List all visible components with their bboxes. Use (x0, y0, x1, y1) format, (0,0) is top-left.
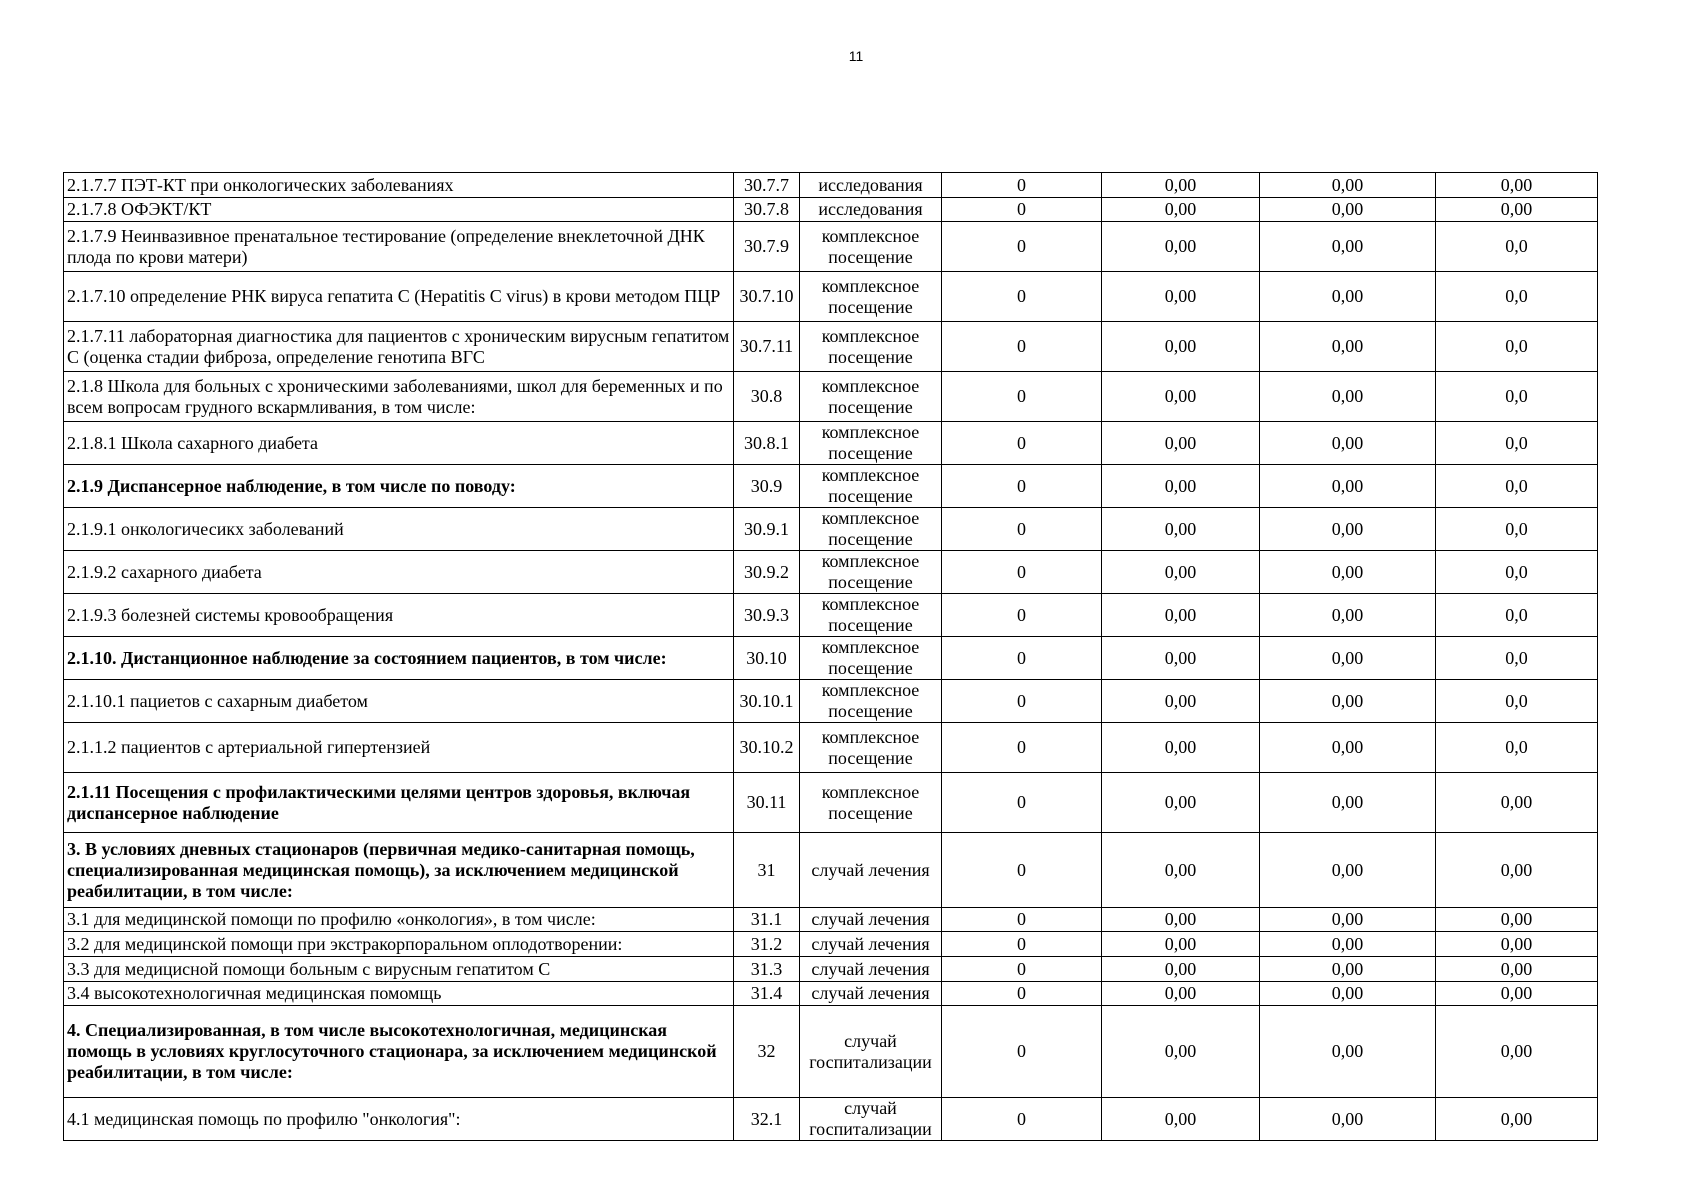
row-value-3-cell: 0,00 (1260, 637, 1436, 680)
row-value-4-cell: 0,0 (1436, 594, 1598, 637)
row-name-cell: 3. В условиях дневных стационаров (первичная медико-санитарная помощь, специализированная медицинская помощь), за исключением медицинской реабилитации, в том числе: (64, 833, 734, 908)
row-code-cell: 30.9.2 (734, 551, 800, 594)
row-name-cell: 3.1 для медицинской помощи по профилю «онкология», в том числе: (64, 908, 734, 932)
row-value-4-cell: 0,00 (1436, 932, 1598, 957)
row-value-1-cell: 0 (942, 322, 1102, 372)
row-name-cell: 2.1.10. Дистанционное наблюдение за состоянием пациентов, в том числе: (64, 637, 734, 680)
table-row (64, 680, 1598, 723)
row-unit-cell: случай лечения (800, 982, 942, 1006)
row-code-cell: 30.9.3 (734, 594, 800, 637)
row-value-1-cell: 0 (942, 932, 1102, 957)
row-value-1-cell: 0 (942, 594, 1102, 637)
row-name-cell: 2.1.9 Диспансерное наблюдение, в том числе по поводу: (64, 465, 734, 508)
row-code-cell: 32 (734, 1006, 800, 1098)
row-code-cell: 31.4 (734, 982, 800, 1006)
row-value-1-cell: 0 (942, 465, 1102, 508)
row-name-cell: 2.1.1.2 пациентов с артериальной гипертензией (64, 723, 734, 773)
row-value-3-cell: 0,00 (1260, 680, 1436, 723)
row-value-4-cell: 0,00 (1436, 773, 1598, 833)
row-value-2-cell: 0,00 (1102, 637, 1260, 680)
table-row (64, 1098, 1598, 1141)
row-unit-cell: комплексное посещение (800, 222, 942, 272)
row-value-3-cell: 0,00 (1260, 833, 1436, 908)
row-unit-cell: случай лечения (800, 957, 942, 982)
row-code-cell: 30.10.1 (734, 680, 800, 723)
row-unit-cell: комплексное посещение (800, 773, 942, 833)
row-value-2-cell: 0,00 (1102, 833, 1260, 908)
row-value-1-cell: 0 (942, 833, 1102, 908)
row-value-1-cell: 0 (942, 422, 1102, 465)
row-value-3-cell: 0,00 (1260, 908, 1436, 932)
row-value-3-cell: 0,00 (1260, 594, 1436, 637)
row-code-cell: 30.10.2 (734, 723, 800, 773)
row-unit-cell: случай госпитализации (800, 1006, 942, 1098)
row-value-4-cell: 0,00 (1436, 198, 1598, 222)
row-code-cell: 31.3 (734, 957, 800, 982)
row-value-2-cell: 0,00 (1102, 723, 1260, 773)
row-name-cell: 4.1 медицинская помощь по профилю "онкология": (64, 1098, 734, 1141)
row-value-4-cell: 0,0 (1436, 322, 1598, 372)
row-unit-cell: комплексное посещение (800, 322, 942, 372)
row-value-3-cell: 0,00 (1260, 222, 1436, 272)
row-value-1-cell: 0 (942, 680, 1102, 723)
row-value-3-cell: 0,00 (1260, 1006, 1436, 1098)
table-row (64, 272, 1598, 322)
row-value-3-cell: 0,00 (1260, 465, 1436, 508)
row-value-1-cell: 0 (942, 908, 1102, 932)
row-value-1-cell: 0 (942, 372, 1102, 422)
row-code-cell: 30.10 (734, 637, 800, 680)
row-unit-cell: случай лечения (800, 833, 942, 908)
row-name-cell: 2.1.9.1 онкологичесикх заболеваний (64, 508, 734, 551)
row-code-cell: 31.1 (734, 908, 800, 932)
row-value-4-cell: 0,00 (1436, 1006, 1598, 1098)
row-value-4-cell: 0,00 (1436, 957, 1598, 982)
row-value-4-cell: 0,00 (1436, 908, 1598, 932)
row-value-1-cell: 0 (942, 637, 1102, 680)
row-value-1-cell: 0 (942, 957, 1102, 982)
row-value-2-cell: 0,00 (1102, 173, 1260, 198)
row-unit-cell: случай лечения (800, 908, 942, 932)
table-row (64, 594, 1598, 637)
row-value-2-cell: 0,00 (1102, 272, 1260, 322)
row-name-cell: 2.1.7.7 ПЭТ-КТ при онкологических заболеваниях (64, 173, 734, 198)
row-unit-cell: комплексное посещение (800, 508, 942, 551)
row-value-4-cell: 0,0 (1436, 222, 1598, 272)
row-unit-cell: комплексное посещение (800, 723, 942, 773)
row-value-4-cell: 0,0 (1436, 508, 1598, 551)
row-value-1-cell: 0 (942, 982, 1102, 1006)
row-unit-cell: комплексное посещение (800, 680, 942, 723)
row-value-1-cell: 0 (942, 723, 1102, 773)
row-value-3-cell: 0,00 (1260, 551, 1436, 594)
row-value-2-cell: 0,00 (1102, 957, 1260, 982)
row-value-2-cell: 0,00 (1102, 551, 1260, 594)
row-unit-cell: комплексное посещение (800, 372, 942, 422)
row-value-2-cell: 0,00 (1102, 322, 1260, 372)
row-value-1-cell: 0 (942, 508, 1102, 551)
row-value-1-cell: 0 (942, 551, 1102, 594)
table-row (64, 222, 1598, 272)
row-unit-cell: случай лечения (800, 932, 942, 957)
row-value-2-cell: 0,00 (1102, 1098, 1260, 1141)
row-name-cell: 2.1.9.3 болезней системы кровообращения (64, 594, 734, 637)
row-value-3-cell: 0,00 (1260, 982, 1436, 1006)
table-row (64, 932, 1598, 957)
row-unit-cell: исследования (800, 173, 942, 198)
table-row (64, 173, 1598, 198)
row-code-cell: 30.7.7 (734, 173, 800, 198)
row-name-cell: 2.1.11 Посещения с профилактическими целями центров здоровья, включая диспансерное наблюдение (64, 773, 734, 833)
row-value-2-cell: 0,00 (1102, 932, 1260, 957)
row-value-3-cell: 0,00 (1260, 198, 1436, 222)
row-code-cell: 30.9 (734, 465, 800, 508)
row-value-3-cell: 0,00 (1260, 1098, 1436, 1141)
row-name-cell: 3.3 для медицисной помощи больным с вирусным гепатитом С (64, 957, 734, 982)
row-value-3-cell: 0,00 (1260, 422, 1436, 465)
row-unit-cell: комплексное посещение (800, 551, 942, 594)
row-name-cell: 2.1.7.11 лабораторная диагностика для пациентов с хроническим вирусным гепатитом С (оценка стадии фиброза, определение генотипа ВГС (64, 322, 734, 372)
row-unit-cell: исследования (800, 198, 942, 222)
table-row (64, 1006, 1598, 1098)
page-number: 11 (848, 48, 864, 64)
row-value-3-cell: 0,00 (1260, 173, 1436, 198)
row-value-4-cell: 0,00 (1436, 982, 1598, 1006)
row-code-cell: 30.11 (734, 773, 800, 833)
table-row (64, 198, 1598, 222)
row-unit-cell: комплексное посещение (800, 422, 942, 465)
data-table (63, 172, 1598, 1141)
row-value-3-cell: 0,00 (1260, 723, 1436, 773)
row-code-cell: 30.7.8 (734, 198, 800, 222)
row-unit-cell: комплексное посещение (800, 465, 942, 508)
row-name-cell: 2.1.7.10 определение РНК вируса гепатита С (Hepatitis C virus) в крови методом ПЦР (64, 272, 734, 322)
row-value-1-cell: 0 (942, 198, 1102, 222)
row-name-cell: 2.1.8.1 Школа сахарного диабета (64, 422, 734, 465)
table-row (64, 723, 1598, 773)
table-row (64, 508, 1598, 551)
row-unit-cell: комплексное посещение (800, 637, 942, 680)
row-value-2-cell: 0,00 (1102, 372, 1260, 422)
row-value-3-cell: 0,00 (1260, 932, 1436, 957)
row-name-cell: 2.1.10.1 пациетов с сахарным диабетом (64, 680, 734, 723)
row-value-2-cell: 0,00 (1102, 680, 1260, 723)
row-name-cell: 2.1.8 Школа для больных с хроническими заболеваниями, школ для беременных и по всем вопросам грудного вскармливания, в том числе: (64, 372, 734, 422)
row-value-1-cell: 0 (942, 1098, 1102, 1141)
table-row (64, 465, 1598, 508)
row-value-2-cell: 0,00 (1102, 222, 1260, 272)
row-value-2-cell: 0,00 (1102, 982, 1260, 1006)
row-name-cell: 2.1.7.8 ОФЭКТ/КТ (64, 198, 734, 222)
row-value-1-cell: 0 (942, 1006, 1102, 1098)
row-unit-cell: комплексное посещение (800, 594, 942, 637)
row-value-2-cell: 0,00 (1102, 508, 1260, 551)
row-value-1-cell: 0 (942, 222, 1102, 272)
table-body (64, 173, 1598, 1141)
table-row (64, 908, 1598, 932)
row-value-4-cell: 0,00 (1436, 173, 1598, 198)
row-value-2-cell: 0,00 (1102, 465, 1260, 508)
table-row (64, 322, 1598, 372)
row-value-4-cell: 0,0 (1436, 723, 1598, 773)
row-value-3-cell: 0,00 (1260, 508, 1436, 551)
row-value-4-cell: 0,0 (1436, 465, 1598, 508)
row-unit-cell: случай госпитализации (800, 1098, 942, 1141)
table-row (64, 957, 1598, 982)
row-value-2-cell: 0,00 (1102, 422, 1260, 465)
row-value-4-cell: 0,0 (1436, 680, 1598, 723)
row-value-3-cell: 0,00 (1260, 272, 1436, 322)
row-value-3-cell: 0,00 (1260, 322, 1436, 372)
row-value-1-cell: 0 (942, 173, 1102, 198)
row-value-2-cell: 0,00 (1102, 773, 1260, 833)
row-value-1-cell: 0 (942, 272, 1102, 322)
row-name-cell: 2.1.9.2 сахарного диабета (64, 551, 734, 594)
row-value-2-cell: 0,00 (1102, 1006, 1260, 1098)
row-code-cell: 30.7.9 (734, 222, 800, 272)
row-code-cell: 30.7.11 (734, 322, 800, 372)
row-code-cell: 30.7.10 (734, 272, 800, 322)
row-code-cell: 30.8.1 (734, 422, 800, 465)
row-name-cell: 3.2 для медицинской помощи при экстракорпоральном оплодотворении: (64, 932, 734, 957)
table-row (64, 637, 1598, 680)
row-value-4-cell: 0,00 (1436, 1098, 1598, 1141)
table-row (64, 551, 1598, 594)
row-value-4-cell: 0,0 (1436, 551, 1598, 594)
row-value-4-cell: 0,0 (1436, 272, 1598, 322)
row-value-3-cell: 0,00 (1260, 957, 1436, 982)
row-unit-cell: комплексное посещение (800, 272, 942, 322)
row-value-4-cell: 0,0 (1436, 637, 1598, 680)
row-name-cell: 4. Специализированная, в том числе высокотехнологичная, медицинская помощь в условиях круглосуточного стационара, за исключением медицинской реабилитации, в том числе: (64, 1006, 734, 1098)
row-value-2-cell: 0,00 (1102, 908, 1260, 932)
row-code-cell: 31.2 (734, 932, 800, 957)
row-value-4-cell: 0,0 (1436, 422, 1598, 465)
row-code-cell: 32.1 (734, 1098, 800, 1141)
row-value-2-cell: 0,00 (1102, 198, 1260, 222)
row-code-cell: 30.9.1 (734, 508, 800, 551)
row-code-cell: 31 (734, 833, 800, 908)
table-row (64, 422, 1598, 465)
table-row (64, 773, 1598, 833)
table-row (64, 372, 1598, 422)
table-row (64, 833, 1598, 908)
row-code-cell: 30.8 (734, 372, 800, 422)
row-value-4-cell: 0,00 (1436, 833, 1598, 908)
row-name-cell: 3.4 высокотехнологичная медицинская помомщь (64, 982, 734, 1006)
row-name-cell: 2.1.7.9 Неинвазивное пренатальное тестирование (определение внеклеточной ДНК плода по крови матери) (64, 222, 734, 272)
row-value-3-cell: 0,00 (1260, 372, 1436, 422)
row-value-3-cell: 0,00 (1260, 773, 1436, 833)
table-row (64, 982, 1598, 1006)
row-value-1-cell: 0 (942, 773, 1102, 833)
row-value-2-cell: 0,00 (1102, 594, 1260, 637)
row-value-4-cell: 0,0 (1436, 372, 1598, 422)
